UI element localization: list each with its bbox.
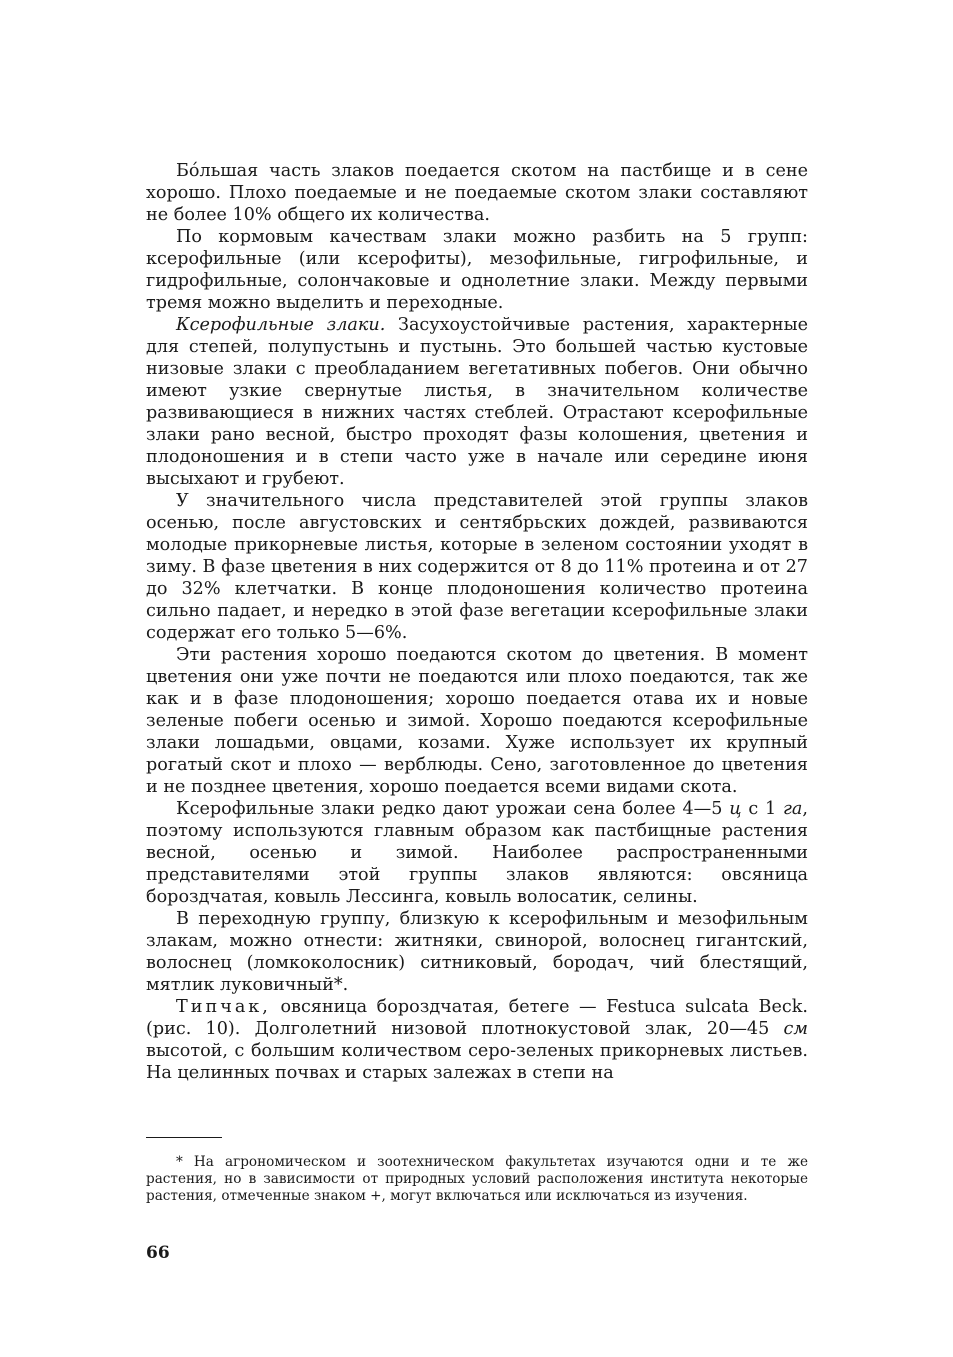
paragraph-4: У значительного числа представителей этой группы злаков осенью, после августовских и сентябрьских дождей, развиваются молодые прикорневые листья, которые в зеленом состоянии уходят в зиму. В фазе цветения в них содержится от 8 до 11% протеина и от 27 до 32% клетчатки. В конце плодоношения количество протеина сильно падает, и нередко в этой фазе вегетации ксерофильные злаки содержат его только 5—6%.	[146, 491, 808, 643]
page-number: 66	[146, 1243, 170, 1263]
paragraph-6	[146, 798, 808, 908]
paragraph-8-text-a: овсяница бороздчатая, бетеге — Festuca sulcata Beck. (рис. 10). Долголетний низовой плотнокустовой злак, 20—45	[146, 997, 808, 1039]
paragraph-8	[146, 996, 808, 1084]
paragraph-6-text-c: , поэтому используются главным образом как пастбищные растения весной, осенью и зимой. Наиболее распространенными представителями этой группы злаков являются: овсяница бороздчатая, ковыль Лессинга, ковыль волосатик, селины.	[146, 799, 809, 907]
footnote-text: * На агрономическом и зоотехническом факультетах изучаются одни и те же растения, но в зависимости от природных условий расположения института некоторые растения, отмеченные знаком +, могут включаться или исключаться из изучения.	[146, 1154, 808, 1204]
paragraph-6-text-a: Ксерофильные злаки редко дают урожаи сена более 4—5	[176, 799, 730, 819]
paragraph-6-text-b: с 1	[741, 799, 784, 819]
paragraph-3-text: Засухоустойчивые растения, характерные для степей, полупустынь и пустынь. Это большей частью кустовые низовые злаки с преобладанием вегетативных побегов. Они обычно имеют узкие свернутые листья, в значительном количестве развивающиеся в нижних частях стеблей. Отрастают ксерофильные злаки рано весной, быстро проходят фазы колошения, цветения и плодоношения и в степи часто уже в начале или середине июня высыхают и грубеют.	[146, 315, 808, 489]
paragraph-3	[146, 314, 808, 490]
paragraph-7: В переходную группу, близкую к ксерофильным и мезофильным злакам, можно отнести: житняки, свинорой, волоснец гигантский, волоснец (ломкоколосник) ситниковый, бородач, чий блестящий, мятлик луковичный*.	[146, 909, 808, 995]
unit-centimeter: см	[783, 1019, 808, 1039]
footnote	[146, 1154, 808, 1205]
paragraph-1: Бóльшая часть злаков поедается скотом на пастбище и в сене хорошо. Плохо поедаемые и не поедаемые скотом злаки составляют не более 10% общего их количества.	[146, 161, 808, 225]
footnote-divider	[146, 1137, 222, 1138]
paragraph-2: По кормовым качествам злаки можно разбить на 5 групп: ксерофильные (или ксерофиты), мезофильные, гигрофильные, и гидрофильные, солончаковые и однолетние злаки. Между первыми тремя можно выделить и переходные.	[146, 227, 808, 313]
unit-hectare: га	[783, 799, 803, 819]
paragraph-5: Эти растения хорошо поедаются скотом до цветения. В момент цветения они уже почти не поедаются или плохо поедаются, так же как и в фазе плодоношения; хорошо поедается отава их и новые зеленые побеги осенью и зимой. Хорошо поедаются ксерофильные злаки лошадьми, овцами, козами. Хуже использует их крупный рогатый скот и плохо — верблюды. Сено, заготовленное до цветения и не позднее цветения, хорошо поедается всеми видами скота.	[146, 645, 808, 797]
paragraph-8-text-b: высотой, с большим количеством серо-зеленых прикорневых листьев. На целинных почвах и старых залежах в степи на	[146, 1041, 808, 1083]
species-lead-tipchak: Типчак,	[176, 997, 271, 1017]
main-text	[146, 160, 808, 1084]
section-lead-xerophytic: Ксерофильные злаки.	[176, 315, 386, 335]
unit-centner: ц	[729, 799, 742, 819]
